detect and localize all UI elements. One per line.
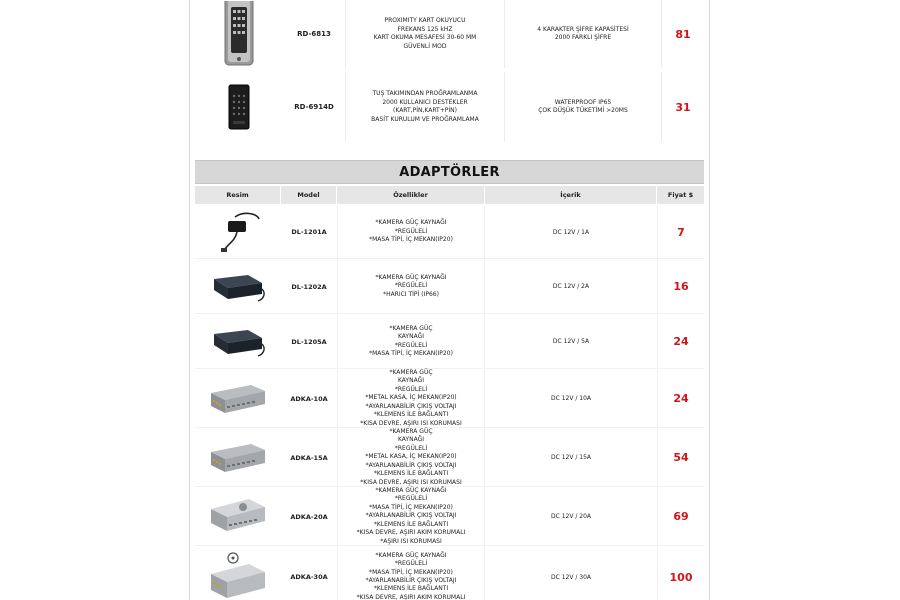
product-image	[195, 206, 281, 258]
product-price: 24	[657, 315, 704, 368]
reader-contents	[505, 72, 661, 142]
feature-line: *MASA TİPİ, İÇ MEKAN(IP20)	[369, 503, 453, 511]
reader-model: RD-6914D	[294, 103, 334, 111]
reader-price: 81	[661, 0, 704, 68]
feature-line: *KAMERA GÜÇ KAYNAĞI	[375, 487, 447, 495]
desktop-adapter-icon	[208, 269, 268, 305]
feature-line: (KART,PİN,KART+PİN)	[393, 107, 457, 114]
product-features	[337, 429, 485, 486]
feature-line: *KISA DEVRE, AŞIRI ISI KORUMASI	[360, 419, 462, 427]
column-header-contents: İçerik	[485, 186, 657, 204]
column-header-features: Özellikler	[337, 186, 485, 204]
reader-features	[345, 0, 505, 68]
product-price: 54	[657, 429, 704, 486]
content-line: WATERPROOF IP65	[554, 98, 612, 106]
feature-line: *HARICI TİPİ (IP66)	[383, 290, 439, 298]
table-row	[195, 370, 704, 428]
feature-line: *KAMERA GÜÇ KAYNAĞI	[375, 273, 447, 281]
product-model: DL-1201A	[291, 228, 327, 236]
feature-line: KAYNAĞI	[397, 377, 425, 385]
feature-line: *MASA TİPİ, İÇ MEKAN(IP20)	[369, 349, 453, 357]
feature-line: *REGÜLELİ	[394, 341, 428, 349]
feature-line: TUŞ TAKIMINDAN PROĞRAMLANMA	[372, 90, 478, 97]
reader-image	[195, 0, 283, 68]
reader-image	[195, 72, 283, 142]
reader-contents	[505, 0, 661, 68]
feature-line: FREKANS 125 kHZ	[397, 25, 453, 33]
feature-line: PROXIMITY KART OKUYUCU	[384, 17, 466, 24]
product-model: ADKA-15A	[290, 453, 328, 462]
metal-psu-icon	[207, 552, 269, 600]
feature-line: *KLEMENS İLE BAĞLANTI	[373, 411, 449, 419]
product-content: DC 12V / 15A	[550, 454, 592, 461]
table-row	[195, 547, 704, 600]
product-image	[195, 488, 281, 545]
feature-line: *AYARLANABİLİR ÇIKIŞ VOLTAJI	[365, 402, 457, 410]
feature-line: *KISA DEVRE, AŞIRI AKIM KORUMALI	[356, 529, 466, 537]
feature-line: BASİT KURULUM VE PROĞRAMLAMA	[371, 115, 479, 123]
feature-line: *AŞIRI ISI KORUMASI	[380, 537, 442, 545]
feature-line: *KISA DEVRE, AŞIRI AKIM KORUMALI	[356, 593, 466, 600]
feature-line: KAYNAĞI	[397, 436, 425, 444]
product-features	[337, 206, 485, 258]
table-row	[195, 429, 704, 487]
feature-line: *KLEMENS İLE BAĞLANTI	[373, 585, 449, 593]
product-features	[337, 547, 485, 600]
feature-line: KAYNAĞI	[397, 333, 425, 341]
black-touch-keypad-icon	[224, 84, 254, 130]
product-price: 24	[657, 370, 704, 427]
product-features	[337, 315, 485, 368]
feature-line: *REGÜLELİ	[394, 560, 428, 568]
product-content: DC 12V / 20A	[550, 513, 592, 520]
feature-line: *AYARLANABİLİR ÇIKIŞ VOLTAJI	[365, 461, 457, 469]
feature-line: *KAMERA GÜÇ	[389, 324, 433, 332]
feature-line: *AYARLANABİLİR ÇIKIŞ VOLTAJI	[365, 577, 457, 584]
reader-row	[195, 72, 704, 142]
product-features	[337, 488, 485, 545]
feature-line: *KLEMENS İLE BAĞLANTI	[373, 520, 449, 528]
feature-line: *METAL KASA, İÇ MEKAN(IP20)	[365, 453, 457, 461]
table-header	[195, 186, 704, 204]
feature-line: *REGÜLELİ	[394, 444, 428, 452]
metal-keypad-reader-icon	[219, 1, 259, 67]
metal-psu-icon	[207, 379, 269, 419]
product-image	[195, 315, 281, 368]
feature-line: *METAL KASA, İÇ MEKAN(IP20)	[365, 394, 457, 402]
reader-features	[345, 72, 505, 142]
product-model: ADKA-20A	[290, 512, 328, 521]
feature-line: *KAMERA GÜÇ KAYNAĞI	[375, 551, 447, 559]
content-line: 4 KARAKTER ŞİFRE KAPASİTESİ	[537, 25, 629, 33]
feature-line: *KAMERA GÜÇ KAYNAĞI	[375, 219, 447, 227]
feature-line: *REGÜLELİ	[394, 282, 428, 290]
content-line: ÇOK DÜŞÜK TÜKETİMİ >20MS	[538, 107, 628, 114]
product-model: DL-1205A	[291, 337, 327, 346]
product-features	[337, 260, 485, 313]
section-title: ADAPTÖRLER	[399, 164, 500, 180]
feature-line: GÜVENLİ MOD	[403, 42, 447, 50]
feature-line: *KISA DEVRE, AŞIRI ISI KORUMASI	[360, 478, 462, 486]
product-content: DC 12V / 5A	[552, 338, 590, 345]
section-title-bar	[195, 160, 704, 184]
feature-line: *KLEMENS İLE BAĞLANTI	[373, 470, 449, 478]
product-features	[337, 370, 485, 427]
product-price: 16	[657, 260, 704, 313]
feature-line: *KAMERA GÜÇ	[389, 369, 433, 377]
reader-price: 31	[661, 72, 704, 142]
metal-psu-icon	[207, 495, 269, 539]
product-model: ADKA-10A	[290, 394, 328, 403]
feature-line: *AYARLANABİLİR ÇIKIŞ VOLTAJI	[365, 512, 457, 520]
table-row	[195, 488, 704, 546]
product-image	[195, 260, 281, 313]
reader-row	[195, 0, 704, 68]
feature-line: KART OKUMA MESAFESİ 30-60 MM	[373, 34, 477, 41]
product-price: 69	[657, 488, 704, 545]
desktop-adapter-icon	[208, 324, 268, 360]
feature-line: *MASA TİPİ, İÇ MEKAN(IP20)	[369, 236, 453, 244]
column-header-model: Model	[281, 186, 337, 204]
product-content: DC 12V / 10A	[550, 395, 592, 402]
product-model: DL-1202A	[291, 282, 327, 291]
feature-line: *REGÜLELİ	[394, 227, 428, 235]
table-row	[195, 260, 704, 314]
table-row	[195, 315, 704, 369]
feature-line: *KAMERA GÜÇ	[389, 428, 433, 436]
content-line: 2000 FARKLI ŞİFRE	[554, 34, 612, 41]
product-content: DC 12V / 30A	[550, 573, 592, 581]
feature-line: *MASA TİPİ, İÇ MEKAN(IP20)	[369, 568, 453, 576]
column-header-image: Resim	[195, 186, 281, 204]
column-header-price: Fiyat $	[667, 191, 694, 199]
product-image	[195, 370, 281, 427]
reader-model: RD-6813	[297, 30, 331, 38]
metal-psu-icon	[207, 438, 269, 478]
feature-line: 2000 KULLANICI DESTEKLER	[382, 98, 468, 106]
product-model: ADKA-30A	[290, 573, 328, 581]
feature-line: *REGÜLELİ	[394, 385, 428, 393]
product-price: 100	[657, 547, 704, 600]
product-image	[195, 547, 281, 600]
small-adapter-icon	[213, 209, 263, 255]
feature-line: *REGÜLELİ	[394, 495, 428, 503]
table-row	[195, 206, 704, 259]
product-content: DC 12V / 1A	[552, 228, 590, 236]
product-content: DC 12V / 2A	[552, 283, 590, 290]
product-price: 7	[657, 206, 704, 258]
product-image	[195, 429, 281, 486]
